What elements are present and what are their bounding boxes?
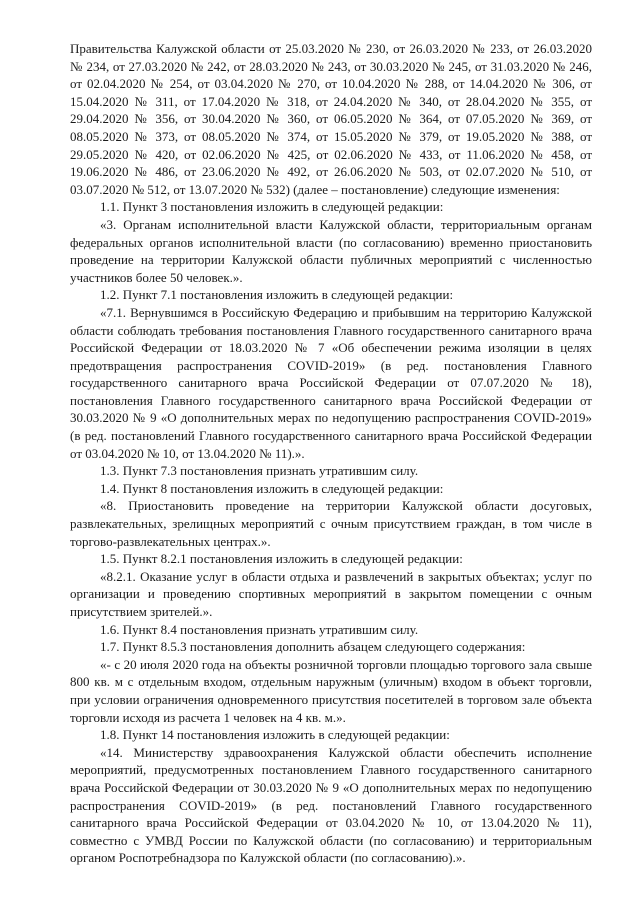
paragraph-quote-8: «8. Приостановить проведение на территории Калужской области досуговых, развлекательных, зрелищных мероприятий с очным присутствием граждан, в том числе в торгово-развлекательных центрах.».: [70, 498, 592, 549]
paragraph-item-1-1: 1.1. Пункт 3 постановления изложить в следующей редакции:: [100, 199, 444, 215]
paragraph-quote-8-5-3: «- с 20 июля 2020 года на объекты розничной торговли площадью торгового зала свыше 800 кв. м с отдельным входом, отдельным наружным (уличным) входом в объект торговли, при условии ограничения одновременного присутствия посетителей в торговом зале объекта торговли исходя из расчета 1 человек на 4 кв. м.».: [70, 656, 592, 725]
paragraph-quote-7-1: «7.1. Вернувшимся в Российскую Федерацию и прибывшим на территорию Калужской области соблюдать требования постановления Главного государственного санитарного врача Российской Федерации от 18.03.2020 № 7 «Об обеспечении режима изоляции в целях предотвращения распространения COVID-2019» (в ред. постановления Главного государственного санитарного врача Российской Федерации от 07.07.2020 № 18), постановления Главного государственного санитарного врача Российской Федерации от 30.03.2020 № 9 «О дополнительных мерах по недопущению распространения COVID-2019» (в ред. постановлений Главного государственного санитарного врача Российской Федерации от 03.04.2020 № 10, от 13.04.2020 № 11).».: [70, 304, 592, 461]
paragraph-item-1-3: 1.3. Пункт 7.3 постановления признать утратившим силу.: [100, 463, 419, 479]
paragraph-item-1-6: 1.6. Пункт 8.4 постановления признать утратившим силу.: [100, 621, 419, 637]
paragraph-quote-14: «14. Министерству здравоохранения Калужской области обеспечить исполнение мероприятий, предусмотренных постановлением Главного государственного санитарного врача Российской Федерации от 30.03.2020 № 9 «О дополнительных мерах по недопущению распространения COVID-2019» (в ред. постановлений Главного государственного санитарного врача Российской Федерации от 03.04.2020 № 10, от 13.04.2020 № 11), совместно с УМВД России по Калужской области (по согласованию) и территориальным органом Роспотребнадзора по Калужской области (по согласованию).».: [70, 744, 592, 866]
paragraph-quote-8-2-1: «8.2.1. Оказание услуг в области отдыха и развлечений в закрытых объектах; услуг по организации и проведению спортивных мероприятий в закрытом помещении с очным присутствием зрителей.».: [70, 568, 592, 619]
paragraph-quote-3: «3. Органам исполнительной власти Калужской области, территориальным органам федеральных органов исполнительной власти (по согласованию) временно приостановить проведение на территории Калужской области публичных мероприятий с численностью участников более 50 человек.».: [70, 216, 592, 285]
paragraph-item-1-8: 1.8. Пункт 14 постановления изложить в следующей редакции:: [100, 727, 450, 743]
paragraph-item-1-2: 1.2. Пункт 7.1 постановления изложить в следующей редакции:: [100, 287, 454, 303]
paragraph-item-1-7: 1.7. Пункт 8.5.3 постановления дополнить абзацем следующего содержания:: [100, 639, 526, 655]
paragraph-item-1-5: 1.5. Пункт 8.2.1 постановления изложить в следующей редакции:: [100, 551, 463, 567]
paragraph-item-1-4: 1.4. Пункт 8 постановления изложить в следующей редакции:: [100, 480, 444, 496]
paragraph-continuation: Правительства Калужской области от 25.03.2020 № 230, от 26.03.2020 № 233, от 26.03.2020 № 234, от 27.03.2020 № 242, от 28.03.2020 № 243, от 30.03.2020 № 245, от 31.03.2020 № 246, от 02.04.2020 № 254, от 03.04.2020 № 270, от 10.04.2020 № 288, от 14.04.2020 № 306, от 15.04.2020 № 311, от 17.04.2020 № 318, от 24.04.2020 № 340, от 28.04.2020 № 355, от 29.04.2020 № 356, от 30.04.2020 № 360, от 06.05.2020 № 364, от 07.05.2020 № 369, от 08.05.2020 № 373, от 08.05.2020 № 374, от 15.05.2020 № 379, от 19.05.2020 № 388, от 29.05.2020 № 420, от 02.06.2020 № 425, от 02.06.2020 № 433, от 11.06.2020 № 458, от 19.06.2020 № 486, от 23.06.2020 № 492, от 26.06.2020 № 503, от 02.07.2020 № 510, от 03.07.2020 № 512, от 13.07.2020 № 532) (далее – постановление) следующие изменения:: [70, 41, 592, 197]
